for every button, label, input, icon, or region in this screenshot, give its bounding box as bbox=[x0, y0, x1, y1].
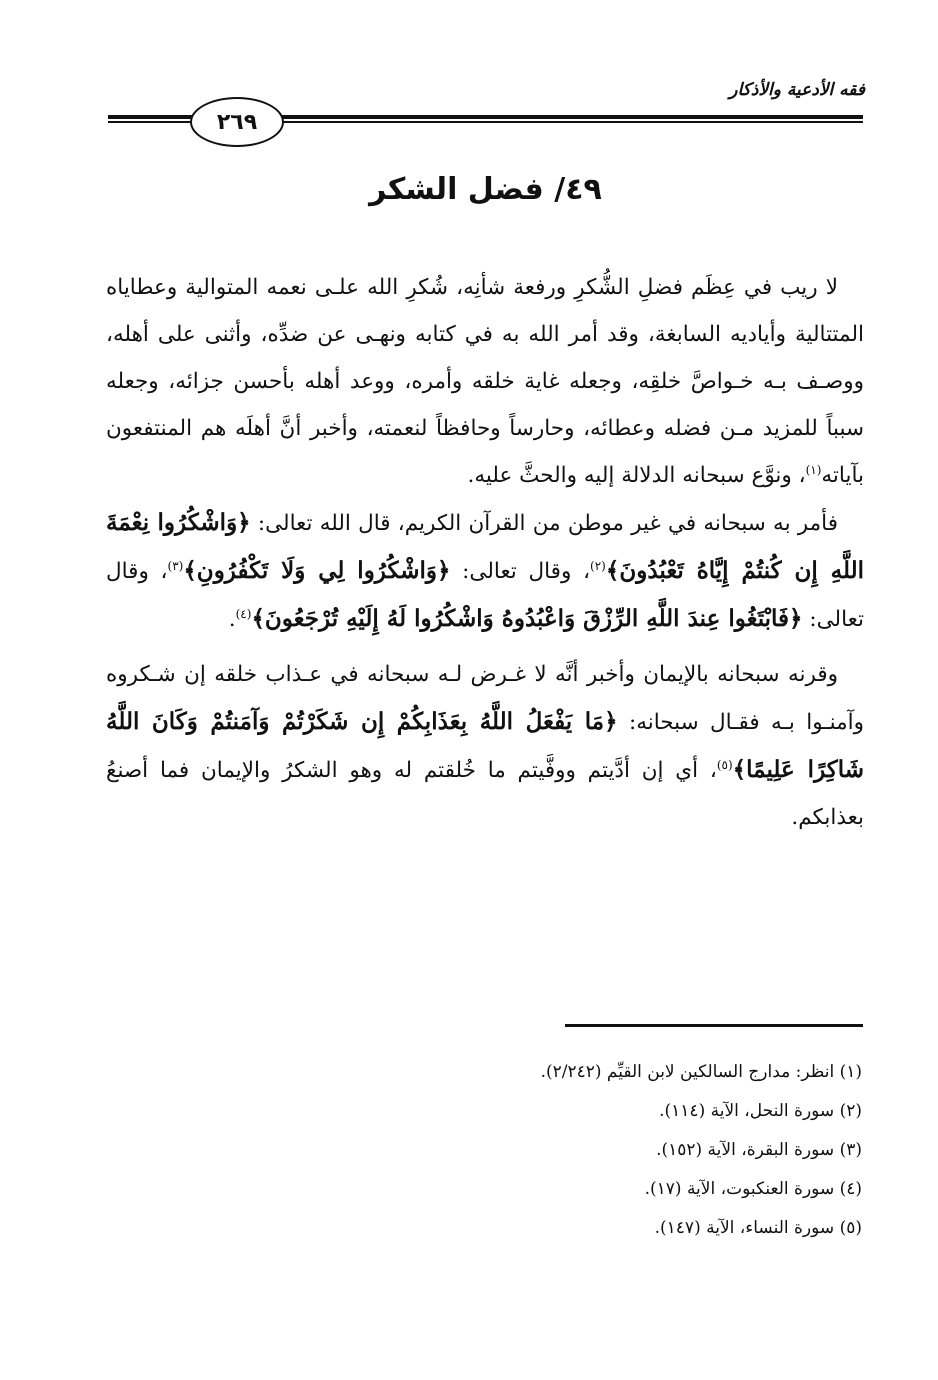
body-text bbox=[106, 264, 864, 841]
paragraph-2-said-2: ، وقال تعالى: bbox=[106, 559, 864, 632]
paragraph-1-tail: ، ونوَّع سبحانه الدلالة إليه والحثَّ عليه. bbox=[467, 463, 806, 488]
running-header-title: فقه الأدعية والأذكار bbox=[729, 80, 865, 100]
page-number: ٢٦٩ bbox=[190, 97, 284, 147]
footnote-ref-2[interactable]: (٢) bbox=[590, 558, 606, 573]
paragraph-2 bbox=[106, 499, 864, 643]
quran-verse-4: ﴿مَا يَفْعَلُ اللَّهُ بِعَذَابِكُمْ إِن شَكَرْتُمْ وَآمَنتُمْ وَكَانَ اللَّهُ شَاكِرًا عَلِيمًا﴾ bbox=[106, 708, 864, 783]
paragraph-2-end: . bbox=[228, 607, 236, 632]
footnote-3: (٣) سورة البقرة، الآية (١٥٢). bbox=[656, 1140, 862, 1160]
footnote-separator bbox=[565, 1024, 863, 1027]
paragraph-1 bbox=[106, 264, 864, 499]
quran-verse-2: ﴿وَاشْكُرُوا لِي وَلَا تَكْفُرُونِ﴾ bbox=[183, 557, 451, 584]
footnote-ref-4[interactable]: (٤) bbox=[235, 606, 252, 621]
paragraph-3-intro: وقرنه سبحانه بالإيمان وأخبر أنَّه لا غـرض لـه سبحانه في عـذاب خلقه إن شـكروه وآمنـوا بـه فقـال سبحانه: bbox=[106, 662, 864, 735]
footnote-ref-1[interactable]: (١) bbox=[805, 462, 822, 477]
footnote-1: (١) انظر: مدارج السالكين لابن القيِّم (٢/٢٤٢). bbox=[540, 1062, 862, 1082]
footnotes bbox=[400, 1062, 862, 1257]
quran-verse-1: ﴿وَاشْكُرُوا نِعْمَةَ اللَّهِ إِن كُنتُمْ إِيَّاهُ تَعْبُدُونَ﴾ bbox=[106, 509, 865, 584]
footnote-4: (٤) سورة العنكبوت، الآية (١٧). bbox=[644, 1179, 862, 1199]
quran-verse-3: ﴿فَابْتَغُوا عِندَ اللَّهِ الرِّزْقَ وَاعْبُدُوهُ وَاشْكُرُوا لَهُ إِلَيْهِ تُرْجَعُونَ﴾ bbox=[251, 605, 803, 632]
paragraph-3-tail: ، أي إن أدَّيتم ووفَّيتم ما خُلقتم له وهو الشكرُ والإيمان فما أصنعُ بعذابكم. bbox=[106, 758, 864, 830]
paragraph-2-said-1: ، وقال تعالى: bbox=[450, 559, 591, 584]
paragraph-1-text: لا ريب في عِظَم فضلِ الشُّكرِ ورفعة شأنِه، شُكرِ الله علـى نعمه المتوالية وعطاياه المتتالية وأياديه السابغة، وقد أمر الله به في كتابه ونهـى عن ضدِّه، وأثنى على أهله، ووصـف بـه خـواصَّ خلقِه، وجعله غاية خلقه وأمره، ووعد أهله بأحسن جزائه، وجعله سبباً للمزيد مـن فضله وعطائه، وحارساً وحافظاً لنعمته، وأخبر أنَّ أهلَه هم المنتفعون بآياته bbox=[106, 275, 864, 488]
paragraph-3 bbox=[106, 651, 864, 841]
paragraph-2-intro: فأمر به سبحانه في غير موطن من القرآن الكريم، قال الله تعالى: bbox=[250, 511, 838, 536]
footnote-2: (٢) سورة النحل، الآية (١١٤). bbox=[659, 1101, 862, 1121]
chapter-title: ٤٩/ فضل الشكر bbox=[369, 172, 602, 207]
footnote-ref-5[interactable]: (٥) bbox=[716, 757, 733, 772]
footnote-ref-3[interactable]: (٣) bbox=[167, 558, 184, 573]
footnote-5: (٥) سورة النساء، الآية (١٤٧). bbox=[654, 1218, 862, 1238]
